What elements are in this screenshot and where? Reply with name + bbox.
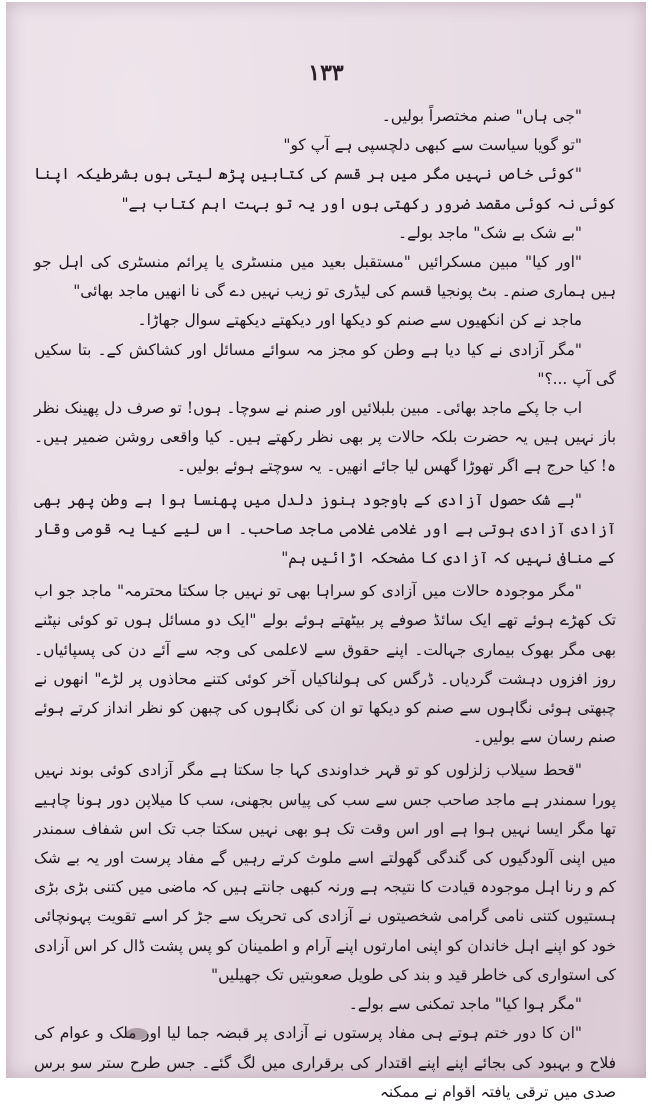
paragraph-6: ماجد نے کن انکھیوں سے صنم کو دیکھا اور دیکھتے دیکھتے سوال جھاڑا۔ (137, 311, 582, 330)
page-number: ۱۳۳ (308, 60, 344, 86)
paragraph-7: "مگر آزادی نے کیا دیا ہے وطن کو مجز مہ سوائے مسائل اور کشاکش کے۔ بتا سکیں گی آپ ...؟" (34, 340, 616, 388)
paragraph-10: "مگر موجودہ حالات میں آزادی کو سراہا بھی تو نہیں جا سکتا محترمہ" ماجد جو اب تک کھڑے ہوئے تھے ایک سائڈ صوفے پر بیٹھتے ہوئے بولے "ایک دو مسائل ہوں تو کوئی نپٹنے بھی مگر بھوک بیماری جہالت۔ اپنے حقوق سے لاعلمی کی وجہ سے آئے دن کی پسپائیاں۔ روز افزوں دہشت گردیاں۔ ڈرگس کی ہولناکیاں آخر کوئی کتنے محاذوں پر لڑے" انھوں نے چبھتی ہوئی نگاہوں سے صنم کو دیکھا تو ان کی نگاہوں کی چبھن کو نظر انداز کرتے ہوئے صنم رسان سے بولیں۔ (34, 582, 616, 747)
paragraph-9: "بے شک حصول آزادی کے باوجود ہنوز دلدل میں پھنسا ہوا ہے وطن پھر بھی آزادی آزادی ہوتی ہے اور غلامی غلامی ماجد صاحب۔ اس لیے کیا یہ قومی وقار کے منافی نہیں کہ آزادی کا مضحکہ اڑائیں ہم" (34, 490, 616, 568)
paragraph-12: "مگر ہوا کیا" ماجد تمکنی سے بولے۔ (348, 995, 582, 1014)
page-body-text (34, 102, 616, 1107)
paragraph-11: "قحط سیلاب زلزلوں کو تو قہر خداوندی کہا جا سکتا ہے مگر آزادی کوئی بوند نہیں پورا سمندر ہے ماجد صاحب جس سے سب کی پیاس بجھنی، سب کا میلاپن دور ہونا چاہیے تھا مگر ایسا نہیں ہوا ہے اور اس وقت تک ہو بھی نہیں سکتا جب تک اس شفاف سمندر میں اپنی آلودگیوں کی گندگی گھولتے اسے ملوث کرتے رہیں گے مفاد پرست اور یہ بے شک کم و رنا اہل موجودہ قیادت کا نتیجہ ہے ورنہ کبھی جانتے ہیں کہ ماضی میں کتنی بڑی بڑی ہستیوں کتنی نامی گرامی شخصیتوں نے آزادی کی تحریک سے جڑ کر اسے تقویت پہونچائی خود کو اپنے اہل خاندان کو اپنی امارتوں اپنے آرام و اطمینان کو پس پشت ڈال کر اس آزادی کی استواری کی خاطر قید و بند کی طویل صعوبتیں تک جھیلیں" (34, 761, 616, 984)
book-page (6, 2, 646, 1101)
paragraph-1: "جی ہاں" صنم مختصراً بولیں۔ (381, 107, 582, 125)
paragraph-4: "بے شک بے شک" ماجد بولے۔ (397, 223, 582, 242)
ink-smudge (126, 1028, 148, 1040)
paragraph-8: اب جا پکے ماجد بھائی۔ مبین بلبلائیں اور صنم نے سوچا۔ ہوں! تو صرف دل پھینک نظر باز نہیں ہیں یہ حضرت بلکہ حالات پر بھی نظر رکھتے ہیں۔ کیا واقعی روشن ضمیر ہیں۔ ہ! کیا حرج ہے اگر تھوڑا گھس لیا جائے انھیں۔ یہ سوچتے ہوئے بولیں۔ (34, 399, 616, 476)
paragraph-13: "ان کا دور ختم ہوتے ہی مفاد پرستوں نے آزادی پر قبضہ جما لیا اور ملک و عوام کی فلاح و بہبود کی بجائے اپنے اپنے اقتدار کی برقراری میں لگ گئے۔ جس طرح ستر سو برس صدی میں ترقی یافتہ اقوام نے ممکنہ (34, 1024, 616, 1101)
paragraph-5: "اور کیا" مبین مسکرائیں "مستقبل بعید میں منسٹری یا پرائم منسٹری کی اہل جو ہیں ہماری صنم۔ بٹ پونجیا قسم کی لیڈری تو زیب نہیں دے گی نا انھیں ماجد بھائی" (34, 253, 616, 301)
paragraph-2: "تو گویا سیاست سے کبھی دلچسپی ہے آپ کو" (283, 136, 582, 155)
paragraph-3: "کوئی خاص نہیں مگر میں ہر قسم کی کتابیں پڑھ لیتی ہوں بشرطیکہ اپنا کوئی نہ کوئی مقصد ضرور رکھتی ہوں اور یہ تو بہت اہم کتاب ہے" (34, 165, 616, 213)
